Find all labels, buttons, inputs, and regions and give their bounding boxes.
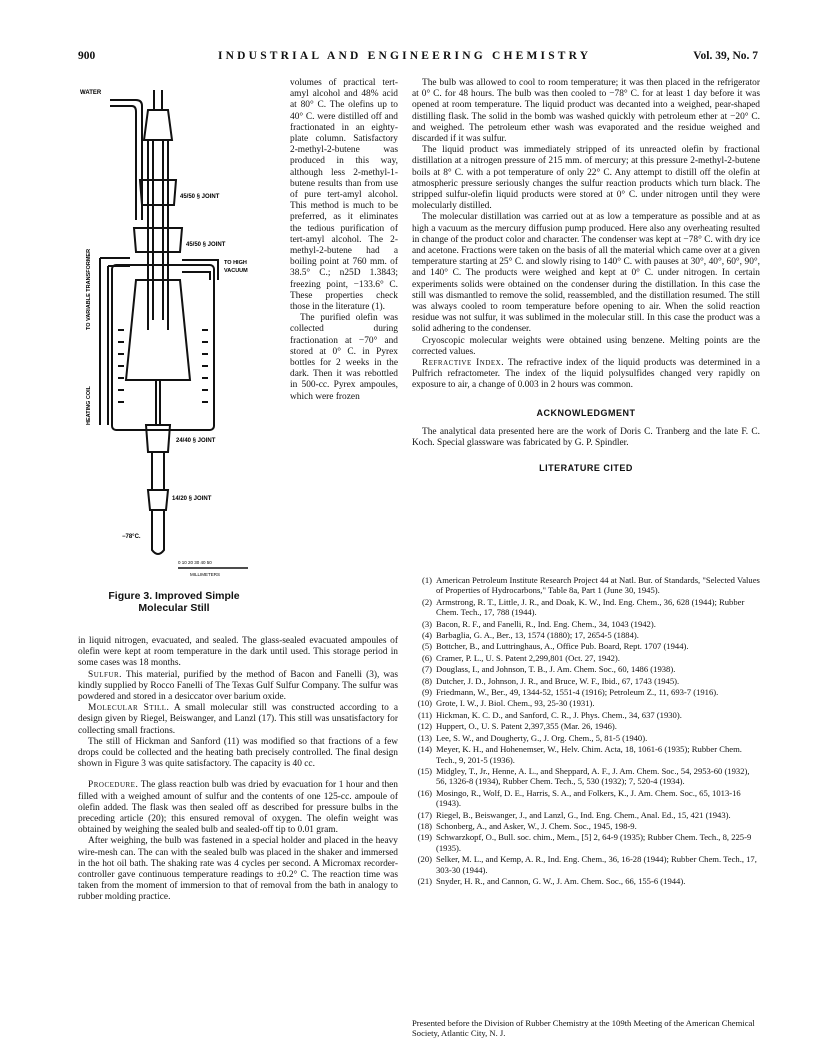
reference-text: Schonberg, A., and Asker, W., J. Chem. Soc., 1945, 198-9.: [436, 820, 637, 831]
running-header: [78, 50, 758, 66]
reference-item: [412, 687, 760, 697]
reference-number: (4): [421, 630, 432, 641]
label-joint-4: 14/20 § JOINT: [172, 496, 212, 502]
reference-text: Midgley, T., Jr., Henne, A. L., and Sheppard, A. F., J. Am. Chem. Soc., 54, 2953-60 (1932), 56, 1326-8 (1934), Rubber Chem. Tech., 5, 530 (1932); 7, 520-4 (1934).: [436, 765, 750, 787]
reference-item: [412, 653, 760, 663]
reference-item: [412, 854, 760, 875]
reference-item: [412, 744, 760, 765]
olefin-paragraph: volumes of practical tert-amyl alcohol and 48% acid at 80° C. The olefins up to 40° C. were distilled off and fractionated in an eighty-plate column. Satisfactory 2-methyl-2-butene was produced in this way, although less 2-methyl-1-butene results than from use of pure tert-amyl alcohol. This method is much to be preferred, as it eliminates the tedious purification of tert-amyl alcohol. The 2-methyl-2-butene had a boiling point at 760 mm. of 38.5° C.; n25D 1.3843; freezing point, −133.6° C. These properties check those in the literature (1).: [290, 78, 398, 313]
reference-text: Snyder, H. R., and Cannon, G. W., J. Am. Chem. Soc., 66, 155-6 (1944).: [436, 875, 686, 886]
reference-number: (10): [417, 698, 432, 709]
reference-number: (11): [418, 709, 432, 720]
reference-item: [412, 676, 760, 686]
label-heating-coil: HEATING COIL: [86, 385, 92, 425]
reference-text: Hickman, K. C. D., and Sanford, C. R., J. Phys. Chem., 34, 637 (1930).: [436, 709, 682, 720]
reference-text: Meyer, K. H., and Hohenemser, W., Helv. Chim. Acta, 18, 1061-6 (1935); Rubber Chem. Tech., 9, 201-5 (1936).: [436, 744, 742, 765]
reference-number: (14): [417, 744, 432, 755]
reference-text: Mosingo, R., Wolf, D. E., Harris, S. A., and Folkers, K., J. Am. Chem. Soc., 65, 1013-16 (1943).: [436, 787, 741, 809]
figure-caption: Figure 3. Improved Simple Molecular Still: [108, 590, 240, 614]
reference-item: [412, 698, 760, 708]
reference-item: [412, 766, 760, 787]
right-column: [412, 78, 760, 475]
weighing-paragraph: After weighing, the bulb was fastened in a special holder and placed in the heavy wire-mesh can. The can with the sealed bulb was placed in the shaker and immersed in the hot oil bath. The shaking rate was 4 cycles per second. A Micromax recorder-controller gave continuous temperature readings to ±0.2° C. The reaction time was taken from the moment of immersion to that of removal from the bath in analogy to rubber molding practice.: [78, 836, 398, 903]
reference-number: (15): [417, 765, 432, 776]
reference-item: [412, 619, 760, 629]
molecular-still-figure: [78, 80, 268, 580]
reference-item: [412, 664, 760, 674]
reference-number: (16): [417, 787, 432, 798]
label-joint-3: 24/40 § JOINT: [176, 438, 216, 444]
acknowledgment-heading: ACKNOWLEDGMENT: [536, 407, 636, 418]
reference-text: Huppert, O., U. S. Patent 2,397,355 (Mar. 26, 1946).: [436, 721, 617, 732]
reference-text: Bacon, R. F., and Fanelli, R., Ind. Eng. Chem., 34, 1043 (1942).: [436, 618, 656, 629]
reference-number: (3): [421, 618, 432, 629]
middle-column: [290, 78, 398, 403]
reference-number: (1): [421, 575, 432, 585]
reference-item: [412, 810, 760, 820]
reference-text: Riegel, B., Beiswanger, J., and Lanzl, G., Ind. Eng. Chem., Anal. Ed., 15, 421 (1943).: [436, 809, 731, 820]
reference-item: [412, 597, 760, 618]
reference-text: Cramer, P. L., U. S. Patent 2,299,801 (Oct. 27, 1942).: [436, 652, 620, 663]
distillation-paragraph: The molecular distillation was carried out at as low a temperature as possible and at as high a vacuum as the mercury diffusion pump produced. Here also any overheating resulted in change of the product color and character. The condenser was kept at −78° C. with dry ice and acetone. Fractions were taken on the basis of all the material which came over at a given temperature starting at 25° C. and slowly rising to 140° C. with pauses at 30°, 40°, 60°, 90°, and 140° C. The products were weighed and kept at 0° C. under nitrogen. In certain experiments solids were obtained on the condenser during the distillation. In this case the still was dismantled to remove the solid, reassembled, and the distillation resumed. The still was always cooled to room temperature before opening to air. When the solid reaction residue was not sulfur, it was sublimed in the molecular still. In this case the product was a solid adhering to the condenser.: [412, 212, 760, 335]
reference-text: Lee, S. W., and Dougherty, G., J. Org. Chem., 5, 81-5 (1940).: [436, 732, 648, 743]
reference-text: American Petroleum Institute Research Project 44 at Natl. Bur. of Standards, "Selected Values of Properties of Hydrocarbons," Table 8a, Part 1 (June 30, 1945).: [436, 575, 760, 596]
reference-number: (13): [417, 732, 432, 743]
presentation-footnote: Presented before the Division of Rubber Chemistry at the 109th Meeting of the American Chemical Society, Atlantic City, N. J.: [412, 1018, 755, 1039]
molecular-still-drawing: [78, 80, 268, 580]
references-list: [412, 575, 760, 887]
left-column-lower: [78, 636, 398, 904]
page-number: 900: [78, 50, 96, 62]
reference-item: [412, 641, 760, 651]
reference-item: [412, 630, 760, 640]
reference-text: Barbaglia, G. A., Ber., 13, 1574 (1880); 17, 2654-5 (1884).: [436, 630, 639, 641]
reference-text: Friedmann, W., Ber., 49, 1344-52, 1551-4 (1916); Petroleum Z., 11, 693-7 (1916).: [436, 687, 719, 698]
scale-unit: MILLIMETERS: [190, 572, 221, 577]
reference-item: [412, 710, 760, 720]
reference-number: (7): [421, 664, 432, 675]
reference-number: (17): [417, 809, 432, 820]
reference-number: (20): [417, 854, 432, 865]
reference-number: (2): [421, 596, 432, 607]
cooling-paragraph: The bulb was allowed to cool to room temperature; it was then placed in the refrigerator at 0° C. for 48 hours. The bulb was then cooled to −78° C. for at least 1 day before it was opened at room temperature. The liquid product was decanted into a weighed, pear-shaped distilling flask. The solid in the bomb was washed quickly with petroleum ether at −20° C. and weighed. The petroleum ether wash was evaporated and the residue weighed and discarded if it was sulfur.: [412, 78, 760, 145]
reference-text: Armstrong, R. T., Little, J. R., and Doak, K. W., Ind. Eng. Chem., 36, 628 (1944); Rubber Chem. Tech., 17, 788 (1944).: [436, 596, 745, 618]
reference-text: Schwarzkopf, O., Bull. soc. chim., Mem., [5] 2, 64-9 (1935); Rubber Chem. Tech., 8, 225-9 (1935).: [436, 832, 752, 853]
reference-item: [412, 821, 760, 831]
label-vacuum-1: TO HIGH: [224, 260, 247, 266]
refractive-index-paragraph: Refractive Index. The refractive index of the liquid products was determined in a Pulfrich refractometer. The index of the liquid polysulfides changed very rapidly on exposure to air, a change of 0.003 in 2 hours was common.: [412, 358, 760, 391]
reference-text: Douglass, I., and Johnson, T. B., J. Am. Chem. Soc., 60, 1486 (1938).: [436, 664, 676, 675]
sulfur-paragraph: Sulfur. This material, purified by the method of Bacon and Fanelli (3), was kindly supplied by Rocco Fanelli of The Texas Gulf Sulfur Company. The sulfur was powdered and stored in a desiccator over barium oxide.: [78, 669, 398, 703]
purified-olefin-paragraph: The purified olefin was collected during fractionation at −70° and stored at 0° C. in Pyrex bottles for 2 weeks in the dark. Then it was rebottled in 500-cc. Pyrex ampoules, which were frozen: [290, 313, 398, 402]
reference-item: [412, 832, 760, 853]
reference-number: (18): [417, 820, 432, 831]
reference-item: [412, 876, 760, 886]
label-joint-2: 45/50 § JOINT: [186, 242, 226, 248]
still-design-paragraph: The still of Hickman and Sanford (11) was modified so that fractions of a few drops could be collected and the heating bath precisely controlled. The final design shown in Figure 3 was quite satisfactory. The capacity is 40 cc.: [78, 736, 398, 770]
reference-item: [412, 575, 760, 596]
literature-cited-heading: LITERATURE CITED: [539, 463, 633, 474]
journal-title: INDUSTRIAL AND ENGINEERING CHEMISTRY: [218, 50, 592, 62]
reference-number: (9): [421, 687, 432, 698]
reference-text: Dutcher, J. D., Johnson, J. R., and Bruce, W. F., Ibid., 67, 1743 (1945).: [436, 675, 680, 686]
reference-number: (6): [421, 652, 432, 663]
label-joint-1: 45/50 § JOINT: [180, 194, 220, 200]
label-vacuum-2: VACUUM: [224, 268, 248, 274]
procedure-paragraph: Procedure. The glass reaction bulb was dried by evacuation for 1 hour and then filled with a weighed amount of sulfur and the contents of one 125-cc. ampoule of olefin added. The flask was then sealed off as described for pressure bulbs in the preceding article (20); this ensured removal of oxygen. The olefin weight was obtained by weighing the sealed bulb and sealed-off tip to 0.01 gram.: [78, 780, 398, 836]
reference-number: (8): [421, 675, 432, 686]
reference-number: (5): [421, 641, 432, 652]
reference-item: [412, 721, 760, 731]
cryoscopic-paragraph: Cryoscopic molecular weights were obtained using benzene. Melting points are the corrected values.: [412, 335, 760, 357]
reference-text: Selker, M. L., and Kemp, A. R., Ind. Eng. Chem., 36, 16-28 (1944); Rubber Chem. Tech., 17, 303-30 (1944).: [436, 854, 757, 875]
label-transformer: TO VARIABLE TRANSFORMER: [86, 248, 92, 330]
ampoule-paragraph: in liquid nitrogen, evacuated, and sealed. The glass-sealed evacuated ampoules of olefin were kept at room temperature in the dark until used. This storage period in some cases was 18 months.: [78, 636, 398, 669]
reference-item: [412, 788, 760, 809]
acknowledgment-body: The analytical data presented here are the work of Doris C. Tranberg and the late F. C. Koch. Special glassware was fabricated by G. P. Spindler.: [412, 426, 760, 449]
reference-item: [412, 733, 760, 743]
label-temperature: −78°C.: [122, 534, 141, 540]
molecular-still-paragraph: Molecular Still. A small molecular still was constructed according to a design given by Riegel, Beiswanger, and Lanzl (17). This still was unsatisfactory for collecting small fractions.: [78, 703, 398, 736]
stripping-paragraph: The liquid product was immediately stripped of its unreacted olefin by fractional distillation at a nitrogen pressure of 215 mm. of mercury; at this pressure 2-methyl-2-butene boils at 8° C. with a pot temperature of only 22° C. Any attempt to distill off the olefin at atmospheric pressure seriously changes the sulfur reaction products which turn black. The stripped sulfur-olefin liquid products were stored at 0° C. under nitrogen until they were molecularly distilled.: [412, 145, 760, 212]
reference-number: (19): [417, 832, 432, 843]
reference-text: Grote, I. W., J. Biol. Chem., 93, 25-30 (1931).: [436, 698, 595, 709]
scale-ticks: 0 10 20 30 40 50: [178, 560, 212, 565]
volume-issue: Vol. 39, No. 7: [693, 50, 758, 62]
label-water: WATER: [80, 90, 102, 96]
reference-text: Bottcher, B., and Luttringhaus, A., Office Pub. Board, Rept. 1707 (1944).: [436, 641, 689, 652]
reference-number: (21): [417, 875, 432, 886]
reference-number: (12): [417, 721, 432, 732]
